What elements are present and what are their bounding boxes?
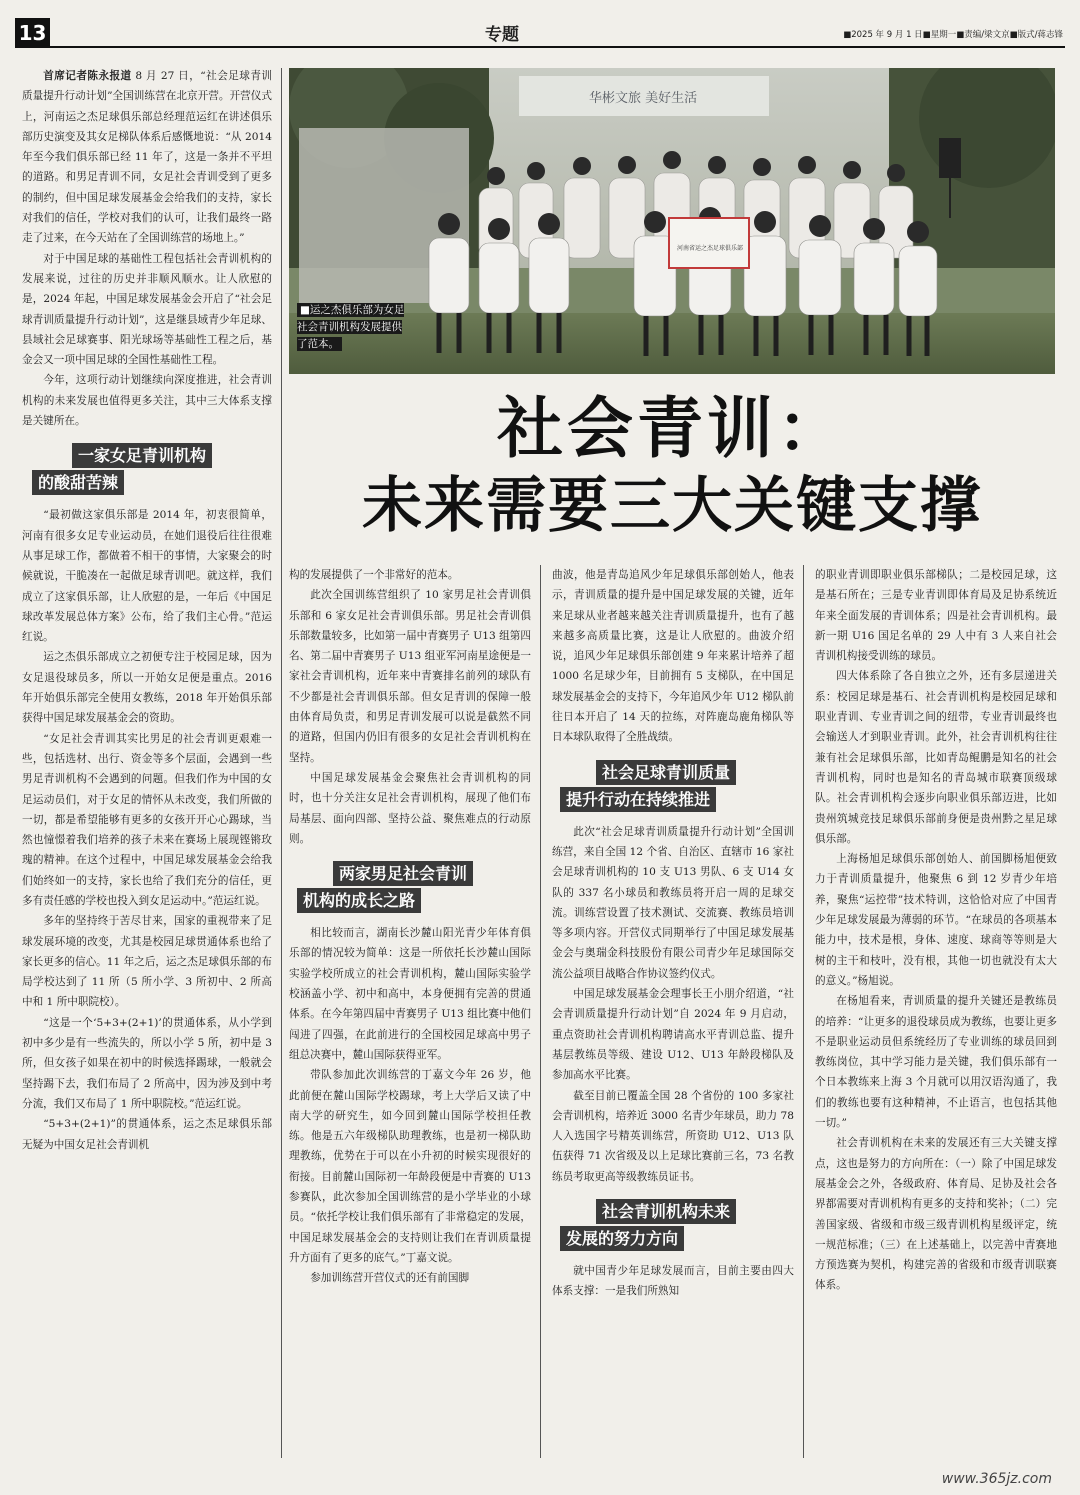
dateline: ■2025 年 9 月 1 日■星期一■责编/梁文京■版式/蒋志锋: [843, 30, 1063, 40]
article-column-3: [552, 565, 794, 1463]
paragraph: 此次“社会足球青训质量提升行动计划”全国训练营，来自全国 12 个省、自治区、直辖市 16 家社会足球青训机构的 10 支 U13 男队、6 支 U14 女队的 337 名小球员和教练员将开启一周的足球交流。训练营设置了技术测试、交流赛、教练员培训等多项内容。开营仪式同期举行了中国足球发展基金会与奥瑞金科技股份有限公司青少年足球国际交流公益项目战略合作协议签约仪式。: [552, 825, 794, 980]
paragraph: 今年，这项行动计划继续向深度推进，社会青训机构的未来发展也值得更多关注，其中三大体系支撑是关键所在。: [22, 374, 272, 428]
column-rule: [281, 68, 282, 1458]
paragraph: 参加训练营开营仪式的还有前国脚: [310, 1272, 470, 1285]
page-number: 13: [15, 18, 50, 48]
paragraph: 社会青训机构在未来的发展还有三大关键支撑点，这也是努力的方向所在：（一）除了中国足球发展基金会之外，各级政府、体育局、足协及社会各界都需要对青训机构有更多的支持和奖补；（二）完善国家级、省级和市级三级青训机构星级评定，统一规范标准；（三）在上述基础上，以完善中青赛地方预选赛为契机，构建完善的省级和市级青训联赛体系。: [815, 1137, 1057, 1292]
headline: [289, 388, 1055, 544]
subheading: 社会青训机构未来 发展的努力方向: [552, 1199, 794, 1251]
paragraph: “最初做这家俱乐部是 2014 年，初衷很简单，河南有很多女足专业运动员，在她们退役后往往很难从事足球工作，都做着不相干的事情，大家聚会的时候就说，干脆凑在一起做足球青训吧。就这样，我们成立了这家俱乐部，让人欣慰的是，一年后《中国足球改革发展总体方案》公布，给了我们主心骨。”范运红说。: [22, 509, 272, 644]
column-rule: [803, 565, 804, 1458]
paragraph: 中国足球发展基金会聚焦社会青训机构的同时，也十分关注女足社会青训机构，展现了他们布局基层、面向四部、坚持公益、聚焦难点的行动原则。: [289, 771, 531, 845]
headline-line-2: 未来需要三大关键支撑: [362, 471, 982, 541]
paragraph: “女足社会青训其实比男足的社会青训更艰难一些，包括选材、出行、资金等多个层面，会遇到一些男足青训机构不会遇到的问题。但我们作为中国的女足运动员们，对于女足的情怀从未改变，我们所做的一切，都是希望能够有更多的女孩开开心心踢球，当然也憧憬着我们培养的孩子未来在赛场上展现铿锵玫瑰的精神。在这个过程中，中国足球发展基金会给我们始终如一的支持，家长也给了我们充分的信任，更多有责任感的学校也投入到女足运动中。”范运红说。: [22, 732, 272, 907]
paragraph: 运之杰俱乐部成立之初便专注于校园足球，因为女足退役球员多，所以一开始女足便是重点。2016 年开始俱乐部完全使用女教练，2018 年开始俱乐部获得中国足球发展基金会的资助。: [22, 651, 272, 725]
paragraph: “5+3+(2+1)”的贯通体系，运之杰足球俱乐部无疑为中国女足社会青训机: [22, 1118, 272, 1151]
sign-text: 河南省运之杰足球俱乐部: [677, 245, 744, 252]
paragraph: “这是一个‘5+3+(2+1)’的贯通体系，从小学到初中多少是有一些流失的，所以小学 5 所，初中是 3 所，但女孩子如果在初中的时候选择踢球，一般就会坚持踢下去，我们布局了 2 所高中，因为涉及到中考分流，我们又布局了 1 所中职院校。”范运红说。: [22, 1016, 272, 1110]
banner-text: 华彬文旅 美好生活: [589, 91, 698, 106]
article-column-4: [815, 565, 1057, 1463]
headline-line-1: 社会青训：: [497, 389, 847, 467]
paragraph: 就中国青少年足球发展而言，目前主要由四大体系支撑：一是我们所熟知: [552, 1265, 794, 1298]
column-rule: [540, 565, 541, 1458]
paragraph: 构的发展提供了一个非常好的范本。: [289, 569, 459, 581]
paragraph: 带队参加此次训练营的丁嘉文今年 26 岁，他此前便在麓山国际学校踢球，考上大学后又读了中南大学的研究生，如今回到麓山国际学校担任教练。他是五六年级梯队助理教练，也是初一梯队助理教练，优势在于可以在小升初的时候实现很好的衔接。目前麓山国际初一年龄段便是中青赛的 U13 参赛队，此次参加全国训练营的是小学毕业的小球员。“依托学校让我们俱乐部有了非常稳定的发展，中国足球发展基金会的支持则让我们在青训质量提升方面有了更多的底气。”丁嘉文说。: [289, 1069, 531, 1264]
paragraph: 曲波，他是青岛追风少年足球俱乐部创始人，他表示，青训质量的提升是中国足球发展的关键，近年来足球从业者越来越关注青训质量提升，也有了越来越多高质量比赛，这是让人欣慰的。曲波介绍说，追风少年足球俱乐部创建 9 年来累计培养了超 1000 名足球少年，目前拥有 5 支梯队，在中国足球发展基金会的支持下，今年追风少年 U12 梯队前往日本开启了 14 天的拉练，对阵鹿岛鹿角梯队等日本球队取得了全胜战绩。: [552, 569, 794, 744]
subheading: 两家男足社会青训 机构的成长之路: [289, 861, 531, 913]
paragraph: 四大体系除了各自独立之外，还有多层递进关系：校园足球是基石、社会青训机构是校园足球和职业青训、专业青训之间的纽带，专业青训最终也会输送人才到职业青训。此外，社会青训机构往往兼有社会足球俱乐部，比如青岛鲲鹏是知名的社会青训机构，同时也是知名的青岛城市联赛顶级球队。社会青训机构会逐步向职业俱乐部迈进，比如贵州筑城竞技足球俱乐部前身便是贵州黔之星足球俱乐部。: [815, 670, 1057, 845]
paragraph: 此次全国训练营组织了 10 家男足社会青训俱乐部和 6 家女足社会青训俱乐部。男足社会青训俱乐部数量较多，比如第一届中青赛男子 U13 组第四名、第二届中青赛男子 U13 组亚军河南星途便是一家社会青训机构，近年来中青赛排名前列的球队有不少都是社会青训俱乐部。但女足青训的保障一般由体育局负责，和男足青训发展可以说是截然不同的道路，但国内仍旧有很多的女足社会青训机构在坚持。: [289, 589, 531, 764]
paragraph: 的职业青训即职业俱乐部梯队；二是校园足球，这是基石所在；三是专业青训即体育局及足协系统近年来全面发展的青训体系；四是社会青训机构。最新一期 U16 国足名单的 29 人中有 3 人来自社会青训机构接受训练的球员。: [815, 569, 1057, 663]
paragraph: 多年的坚持终于苦尽甘来，国家的重视带来了足球发展环境的改变，尤其是校园足球贯通体系也给了家长更多的信心。11 年之后，运之杰足球俱乐部的布局学校达到了 11 所（5 所小学、3 所初中、2 所高中和 1 所中职院校）。: [22, 915, 272, 1009]
paragraph: 在杨旭看来，青训质量的提升关键还是教练员的培养：“让更多的退役球员成为教练，也要让更多不是职业运动员但系统经历了专业训练的球员回到教练岗位，其中学习能力是关键，我们俱乐部有一个日本教练来上海 3 个月就可以用汉语沟通了，我们的教练也要有这种精神，不止语言，也包括其他一切。”: [815, 995, 1057, 1130]
paragraph: 中国足球发展基金会理事长王小朋介绍道，“社会青训质量提升行动计划”自 2024 年 9 月启动，重点资助社会青训机构聘请高水平青训总监、提升基层教练员等级、建设 U12、U13 年龄段梯队及参加高水平比赛。: [552, 988, 794, 1082]
paragraph: 上海杨旭足球俱乐部创始人、前国脚杨旭便致力于青训质量提升，他聚焦 6 到 12 岁青少年培养，聚焦“运控带”技术特训，这恰恰对应了中国青少年足球发展最为薄弱的环节。“在球员的各项基本能力中，技术是根，身体、速度、球商等等则是大树的主干和枝叶，没有根，其他一切也就没有太大的意义。”杨旭说。: [815, 853, 1057, 987]
subheading: 社会足球青训质量 提升行动在持续推进: [552, 760, 794, 812]
article-column-2: [289, 565, 531, 1463]
paragraph: 截至目前已覆盖全国 28 个省份的 100 多家社会青训机构，培养近 3000 名青少年球员，助力 78 人入选国字号精英训练营，所资助 U12、U13 队伍获得 71 次省级及以上足球比赛前三名，73 名教练员考取更高等级教练员证书。: [552, 1089, 794, 1183]
paragraph: 对于中国足球的基础性工程包括社会青训机构的发展来说，过往的历史并非顺风顺水。让人欣慰的是，2024 年起，中国足球发展基金会开启了“社会足球青训质量提升行动计划”，这是继县域青少年足球、县域社会足球赛事、阳光球场等基础性工程之后，基金会又一项中国足球的全国性基础性工程。: [22, 252, 272, 367]
photo-caption: ■运之杰俱乐部为女足社会青训机构发展提供了范本。: [297, 304, 405, 350]
subheading: 一家女足青训机构 的酸甜苦辣: [22, 443, 272, 495]
byline: 首席记者陈永报道: [43, 70, 132, 82]
article-column-1: [22, 66, 272, 1466]
page-header: [15, 18, 1065, 48]
watermark: www.365jz.com: [941, 1471, 1052, 1487]
team-photo: [289, 68, 1055, 374]
paragraph: 相比较而言，湖南长沙麓山阳光青少年体育俱乐部的情况较为简单：这是一所依托长沙麓山国际实验学校所成立的社会青训机构，麓山国际实验学校涵盖小学、初中和高中，本身便拥有完善的贯通体系。在今年第四届中青赛男子 U13 组比赛中他们闯进了四强，在此前进行的全国校园足球高中男子组总决赛中，麓山国际获得亚军。: [289, 927, 531, 1061]
section-title: 专题: [485, 25, 519, 45]
paragraph: 首席记者陈永报道 8 月 27 日，“社会足球青训质量提升行动计划”全国训练营在北京开营。开营仪式上，河南运之杰足球俱乐部总经理范运红在讲述俱乐部历史演变及其女足梯队体系后感慨地说：“从 2014 年至今我们俱乐部已经 11 年了，这是一条并不平坦的道路。和男足青训不同，女足社会青训受到了更多的制约，但中国足球发展基金会给我们的支持，家长对我们的信任，学校对我们的认可，让我们最终一路走了过来，在今天站在了全国训练营的场地上。”: [22, 70, 272, 245]
